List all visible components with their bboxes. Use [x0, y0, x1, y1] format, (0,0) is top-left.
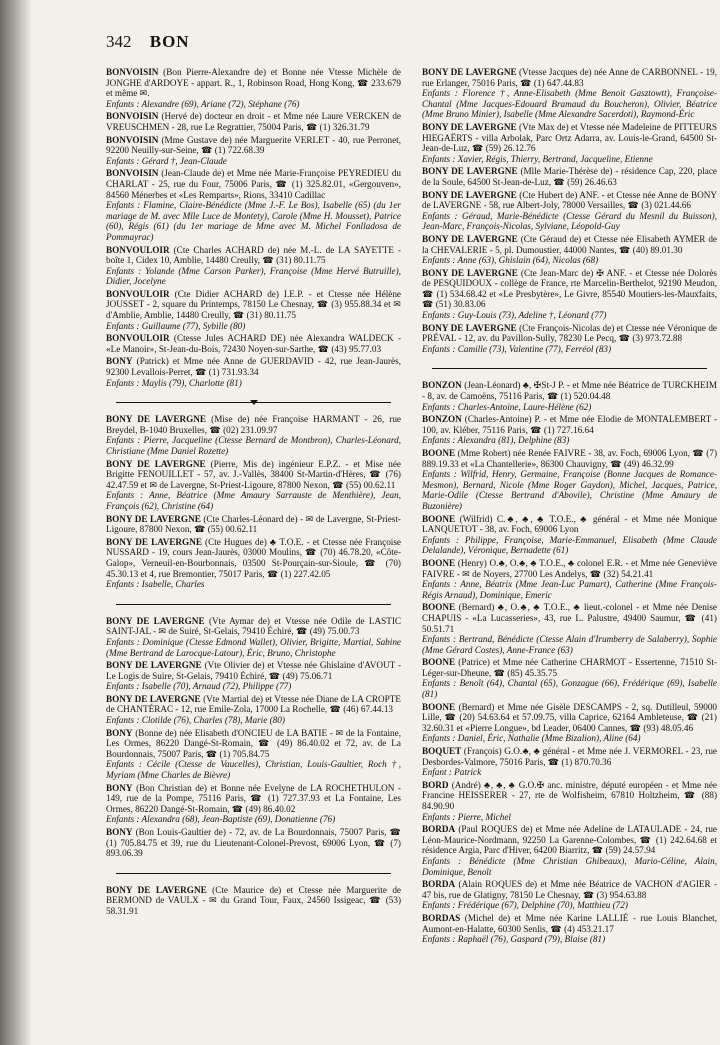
entry-children: Enfants : Daniel, Éric, Nathalie (Mme Bizalion), Aline (64) — [422, 733, 641, 744]
directory-entry — [106, 356, 401, 388]
entry-surname: BONVOULOIR — [106, 244, 170, 255]
entry-children: Enfants : Guillaume (77), Sybille (80) — [106, 320, 246, 331]
section-separator — [422, 356, 717, 380]
entry-surname: BONY DE LAVERGNE — [106, 660, 202, 671]
entry-details: (Jean-Léonard) ♣, ✠St-J P. - et Mme née Béatrice de TURCKHEIM - 8, av. de Camoëns, 75116 Paris, ☎ (1) 520.04.48 — [422, 380, 717, 402]
directory-entry — [422, 780, 717, 822]
entry-children: Enfants : Bertrand, Bénédicte (Ctesse Alain d'Irumberry de Salaberry), Sophie (Mme Gérard Costes), Anne-France (63) — [422, 634, 717, 655]
directory-entry — [422, 746, 717, 778]
directory-entry — [106, 537, 401, 590]
entry-surname: BONY DE LAVERGNE — [106, 615, 205, 626]
entry-surname: BONZON — [422, 380, 462, 391]
entry-surname: BONY DE LAVERGNE — [422, 189, 517, 200]
directory-entry — [422, 122, 717, 164]
directory-entry — [106, 660, 401, 692]
entry-surname: BORDA — [422, 824, 456, 835]
entry-details: (Vtesse Jacques de) née Anne de CARBONNEL - 19, rue Erlanger, 75016 Paris, ☎ (1) 647.44.83 — [422, 67, 717, 88]
entry-surname: BONY DE LAVERGNE — [422, 166, 518, 177]
entry-surname: BONY DE LAVERGNE — [106, 536, 202, 547]
entry-surname: BONY DE LAVERGNE — [106, 693, 201, 704]
entry-children: Enfants : Dominique (Ctesse Edmond Wallet), Olivier, Brigitte, Martial, Sabine (Mme Bertrand de Larocque-Latour), Éric, Bruno, Christophe — [106, 636, 401, 658]
separator-triangle-icon — [250, 400, 258, 405]
entry-children: Enfants : Wilfrid, Henry, Germaine, Françoise (Bonne Jacques de Romance-Mesmon), Bernard, Nicole (Mme Roger Gaydon), Michel, Jacques, Patrice, Marie-Odile (Ctesse Bertrand d'Abovile), Christine (Mme Amaury de Buzonière) — [422, 469, 717, 511]
directory-entry — [422, 190, 717, 232]
entry-children: Enfants : Camille (73), Valentine (77), Ferréol (83) — [422, 343, 612, 354]
entry-surname: BONY — [106, 356, 133, 367]
entry-details: (Pierre, Mis de) ingénieur E.P.Z. - et Mise née Brigitte FENOUILLET - 57, av. J.-Vallès, 38400 St-Martin-d'Hères, ☎ (76) 42.47.59 et ✉ de Lavergne, St-Priest-Ligoure, 87800 Nexon, ☎ (55) 00.62.11 — [106, 458, 401, 490]
separator-rule — [116, 873, 391, 874]
directory-entry — [106, 289, 401, 331]
entry-details: (Cte Jean-Marc de) ✠ ANF. - et Ctesse née Dolorès de PESQUIDOUX - collège de France, rte Marcelin-Berthelot, 92190 Meudon, ☎ (1) 534.68.42 et «Le Presbytère», Le Givre, 85540 Moutiers-les-Mauxfaits, ☎ (51) 30.83.06 — [422, 267, 717, 310]
section-separator — [106, 390, 401, 414]
entry-details: (Cte Géraud de) et Ctesse née Elisabeth AYMER de la CHEVALERIE - 5, pl. Dumoustier, 44000 Nantes, ☎ (40) 89.01.30 — [422, 233, 718, 255]
entry-surname: BOONE — [422, 602, 456, 613]
entry-children: Enfants : Isabelle, Charles — [106, 579, 205, 590]
entry-children: Enfants : Frédérique (67), Delphine (70), Matthieu (72) — [422, 900, 628, 911]
entry-details: (Vte Max de) et Vtesse née Madeleine de PITTEURS HIEGAËRTS - villa Arbolak, Parc Ortz Adarra, av. Louis-le-Grand, 64500 St-Jean-de-Luz, ☎ (59) 26.12.76 — [422, 121, 717, 154]
entry-details: (Patrice) et Mme née Catherine CHARMOT - Essertenne, 71510 St-Léger-sur-Dheune, ☎ (85) 45.35.75 — [422, 657, 717, 678]
entry-details: (Mme Robert) née Renée FAIVRE - 38, av. Foch, 69006 Lyon, ☎ (7) 889.19.33 et «La Chantellerie», 86300 Chauvigny, ☎ (49) 46.32.99 — [422, 448, 718, 469]
entry-surname: BORDA — [422, 879, 456, 890]
section-separator — [106, 861, 401, 885]
entry-details: (Cte Didier ACHARD de) I.E.P. - et Ctesse née Hélène JOUSSET - 2, square du Printemps, 78150 Le Chesnay, ☎ (3) 955.88.34 et ✉ d'Amblie, Amblie, 14480 Creully, ☎ (31) 80.11.75 — [106, 288, 402, 321]
directory-entry — [106, 885, 401, 917]
entry-children: Enfants : Anne (63), Ghislain (64), Nicolas (68) — [422, 255, 599, 266]
entry-details: (Hervé de) docteur en droit - et Mme née Laure VERCKEN de VREUSCHMEN - 28, rue Le Regrattier, 75004 Paris, ☎ (1) 326.31.79 — [106, 111, 402, 132]
separator-rule — [116, 604, 391, 605]
directory-entry — [106, 616, 401, 658]
entry-details: (Mme Gustave de) née Marguerite VERLET - 40, rue Perronet, 92200 Neuilly-sur-Seine, ☎ (1) 722.68.39 — [106, 134, 402, 156]
entry-details: (Mise de) née Françoise HARMANT - 26, rue Breydel, B-1040 Bruxelles, ☎ (02) 231.09.97 — [106, 414, 401, 435]
entry-children: Enfant : Patrick — [422, 767, 482, 778]
directory-entry — [106, 783, 401, 825]
directory-entry — [422, 879, 717, 911]
entry-children: Enfants : Gérard †, Jean-Claude — [106, 155, 227, 166]
entry-details: (Vte Martial de) et Vtesse née Diane de LA CROPTE de CHANTÉRAC - 12, rue Emile-Zola, 17000 La Rochelle, ☎ (46) 67.44.13 — [106, 693, 402, 715]
directory-entry — [422, 913, 717, 945]
directory-entry — [422, 558, 717, 600]
entry-details: (Vte Aymar de) et Vtesse née Odile de LASTIC SAINT-JAL - ✉ de Suiré, St-Gelais, 79410 Échiré, ☎ (49) 75.00.73 — [106, 615, 402, 637]
directory-entry — [422, 824, 717, 877]
entry-details: (Bonne de) née Elisabeth d'ONCIEU de LA BATIE - ✉ de la Fontaine, Les Ormes, 86220 Dangé-St-Romain, ☎ (49) 86.40.02 et 72, av. de La Bourdonnais, 75007 Paris, ☎ (1) 705.84.75 — [106, 727, 401, 759]
entry-surname: BONVOISIN — [106, 111, 159, 122]
entry-details: (Bernard) et Mme née Gisèle DESCAMPS - 2, sq. Dutilleul, 59000 Lille, ☎ (20) 54.63.64 et 57.09.75, villa Caprice, 62164 Ambleteuse, ☎ (21) 32.60.31 et «Pierre Longue», bd Leader, 06400 Cannes, ☎ (93) 48.05.46 — [422, 701, 718, 733]
entry-details: (Paul ROQUES de) et Mme née Adeline de LATAULADE - 24, rue Léon-Maurice-Nordmann, 92250 La Garenne-Colombes, ☎ (1) 242.64.68 et résidence Argia, Parc d'Hiver, 64200 Biarritz, ☎ (59) 24.57.94 — [422, 824, 718, 856]
entry-details: (Bernard) ♣, O.♣, ♣ T.O.E., ♣ lieut.-colonel - et Mme née Denise CHAPUIS - «La Lucasseries», 43, rue L. Palustre, 49400 Saumur, ☎ (41) 50.51.71 — [422, 602, 718, 634]
entry-children: Enfants : Maylis (79), Charlotte (81) — [106, 377, 242, 388]
entry-details: (Jean-Claude de) et Mme née Marie-Françoise PEYREDIEU du CHARLAT - 25, rue du Four, 75006 Paris, ☎ (1) 325.82.01, «Gergouven», 84560 Ménerbes et «Les Remparts», Rions, 33410 Cadillac — [106, 168, 402, 200]
entry-surname: BONZON — [422, 414, 462, 425]
directory-entry — [106, 414, 401, 456]
page-number: 342 — [106, 32, 132, 51]
entry-surname: BORD — [422, 779, 449, 790]
directory-entry — [422, 657, 717, 699]
entry-children: Enfants : Alexandre (69), Ariane (72), Stéphane (76) — [106, 98, 300, 109]
entry-children: Enfants : Florence †, Anne-Elisabeth (Mme Benoit Gasztowtt), Françoise-Chantal (Mme Jacques-Edouard Bramaud du Boucheron), Olivier, Béatrice (Mme Bruno Minier), Isabelle (Mme Alexandre Sacerdoti), Raymond-Éric — [422, 88, 717, 120]
directory-entry — [422, 234, 717, 266]
directory-entry — [106, 694, 401, 726]
entry-surname: BOONE — [422, 701, 456, 712]
entry-details: (Cte Charles-Léonard de) - ✉ de Lavergne, St-Priest-Ligoure, 87800 Nexon, ☎ (55) 00.62.11 — [106, 513, 401, 535]
entry-surname: BONY — [106, 827, 133, 837]
directory-entry — [106, 245, 401, 287]
directory-entry — [106, 168, 401, 242]
entry-surname: BOONE — [422, 513, 456, 524]
entry-surname: BONVOISIN — [106, 168, 159, 179]
directory-entry — [106, 111, 401, 132]
directory-entry — [106, 514, 401, 535]
entry-children: Enfants : Clotilde (76), Charles (78), Marie (80) — [106, 715, 285, 726]
entry-details: (Bon Pierre-Alexandre de) et Bonne née Vtesse Michèle de JONGHE d'ARDOYE - appart. R., 1, Robinson Road, Hong Kong, ☎ 233.679 et même ✉. — [106, 67, 401, 99]
entry-details: (Cte Hugues de) ♣ T.O.E. - et Ctesse née Françoise NUSSARD - 19, cours Jean-Jaurès, 03000 Moulins, ☎ (70) 46.78.20, «Côte-Galop», Verneuil-en-Bourbonnais, 03500 St-Pourçain-sur-Sioule, ☎ (70) 45.30.13 et 4, rue Bremontier, 75017 Paris, ☎ (1) 227.42.05 — [106, 536, 401, 579]
directory-entry — [422, 414, 717, 446]
page-header — [106, 32, 190, 52]
entry-details: (Mlle Marie-Thérèse de) - résidence Cap, 220, place de la Soule, 64500 St-Jean-de-Luz, ☎ (59) 26.46.63 — [422, 166, 718, 187]
entry-surname: BONVOISIN — [106, 67, 159, 77]
entry-children: Enfants : Anne, Béatrice (Mme Amaury Sarrauste de Menthière), Jean, François (62), Christine (64) — [106, 490, 401, 511]
entry-surname: BONY DE LAVERGNE — [106, 884, 207, 895]
entry-details: (Patrick) et Mme née Anne de GUERDAVID - 42, rue Jean-Jaurès, 92300 Levallois-Perret, ☎ (1) 731.93.34 — [106, 356, 401, 378]
directory-entry — [106, 135, 401, 167]
entry-children: Enfants : Anne, Béatrix (Mme Jean-Luc Pamart), Catherine (Mme François-Régis Arnaud), Dominique, Emeric — [422, 579, 717, 600]
directory-entry — [422, 380, 717, 412]
directory-entry — [422, 67, 717, 120]
entry-details: (François) G.O.♣, ♣ général - et Mme née J. VERMOREL - 23, rue Desbordes-Valmore, 75016 Paris, ☎ (1) 870.70.36 — [422, 746, 718, 767]
entry-surname: BONVOISIN — [106, 134, 159, 145]
entry-children: Enfants : Yolande (Mme Carson Parker), Françoise (Mme Hervé Butruille), Didier, Jocelyne — [106, 265, 401, 287]
entry-details: (Cte Maurice de) et Ctesse née Marguerite de BERMOND de VAULX - ✉ du Grand Tour, Faux, 24560 Issigeac, ☎ (53) 58.31.91 — [106, 884, 401, 916]
entry-children: Enfants : Isabelle (70), Arnaud (72), Philippe (77) — [106, 681, 292, 692]
entry-details: (Ctesse Jules ACHARD DE) née Alexandra WALDECK - «Le Manoir», St-Jean-du-Bois, 72430 Noyen-sur-Sarthe, ☎ (43) 95.77.03 — [106, 333, 402, 354]
separator-rule — [432, 368, 707, 369]
directory-entry — [106, 459, 401, 512]
entry-details: (Bon Louis-Gaultier de) - 72, av. de La Bourdonnais, 75007 Paris, ☎ (1) 705.84.75 et 39, rue du Lieutenant-Colonel-Prevost, 69006 Lyon, ☎ (7) 893.06.39 — [106, 827, 402, 859]
entry-surname: BONY DE LAVERGNE — [422, 233, 518, 244]
entry-surname: BONY DE LAVERGNE — [422, 121, 517, 132]
entry-surname: BONY DE LAVERGNE — [422, 322, 517, 333]
entry-children: Enfants : Alexandra (81), Delphine (83) — [422, 435, 570, 446]
entry-surname: BORDAS — [422, 912, 461, 923]
entry-surname: BOQUET — [422, 746, 462, 757]
entry-surname: BONVOULOIR — [106, 333, 170, 344]
directory-entry — [422, 166, 717, 187]
entry-surname: BONY DE LAVERGNE — [106, 458, 206, 469]
directory-entry — [106, 67, 401, 109]
directory-entry — [422, 702, 717, 744]
book-binding-shadow — [0, 0, 32, 1045]
entry-children: Enfants : Pierre, Michel — [422, 811, 511, 822]
directory-entry — [106, 728, 401, 781]
entry-children: Enfants : Benoît (64), Chantal (65), Gonzague (66), Frédérique (69), Isabelle (81) — [422, 678, 717, 700]
entry-details: (Cte Hubert de) ANF. - et Ctesse née Anne de BONY de LAVERGNE - 58, rue Albert-Joly, 78000 Versailles, ☎ (3) 021.44.66 — [422, 189, 717, 211]
entry-surname: BONVOULOIR — [106, 288, 170, 299]
directory-entry — [106, 827, 401, 859]
section-separator — [106, 592, 401, 616]
entry-details: (Michel de) et Mme née Karine LALLIÉ - rue Louis Blanchet, Aumont-en-Halatte, 60300 Senlis, ☎ (4) 453.21.17 — [422, 912, 717, 934]
directory-entry — [422, 448, 717, 512]
entry-surname: BONY DE LAVERGNE — [422, 267, 518, 278]
directory-entry — [422, 514, 717, 556]
entry-details: (Charles-Antoine) P. - et Mme née Elodie de MONTALEMBERT - 100, av. Kléber, 75116 Paris, ☎ (1) 727.16.64 — [422, 414, 717, 435]
entry-surname: BOONE — [422, 448, 456, 458]
entry-surname: BONY DE LAVERGNE — [106, 513, 201, 524]
entry-details: (Henry) O.♣, O.♣, ♣ T.O.E., ♣ colonel E.R. - et Mme née Geneviève FAIVRE - ✉ de Noyers, 27700 Les Andelys, ☎ (32) 54.21.41 — [422, 557, 717, 579]
entry-details: (André) ♣, ♣, ♣ G.O.✠ anc. ministre, député européen - et Mme née Francine HEISSERER - 27, rte de Wolfisheim, 67810 Holtzheim, ☎ (88) 84.90.90 — [422, 779, 717, 811]
entry-children: Enfants : Bénédicte (Mme Christian Ghibeaux), Mario-Céline, Alain, Dominique, Benoît — [422, 855, 717, 877]
directory-entry — [422, 602, 717, 655]
right-column — [422, 67, 717, 947]
entry-children: Enfants : Xavier, Régis, Thierry, Bertrand, Jacqueline, Etienne — [422, 153, 653, 164]
entry-children: Enfants : Pierre, Jacqueline (Ctesse Bernard de Montbron), Charles-Léonard, Christiane (Mme Daniel Rozette) — [106, 435, 401, 456]
entry-details: (Vte Olivier de) et Vtesse née Ghislaine d'AVOUT - Le Logis de Suire, St-Gelais, 79410 Échiré, ☎ (49) 75.06.71 — [106, 660, 402, 681]
entry-details: (Cte François-Nicolas de) et Ctesse née Véronique de PRÉVAL - 12, av. du Pavillon-Sully, 78230 Le Pecq, ☎ (3) 973.72.88 — [422, 322, 717, 344]
directory-entry — [106, 333, 401, 354]
entry-details: (Cte Charles ACHARD de) née M.-L. de LA SAYETTE - boîte 1, Cidex 10, Amblie, 14480 Creully, ☎ (31) 80.11.75 — [106, 244, 401, 266]
entry-surname: BONY — [106, 782, 133, 793]
entry-children: Enfants : Charles-Antoine, Laure-Hélène (62) — [422, 401, 592, 412]
entry-details: (Wilfrid) C.♣, ♣, ♣ T.O.E., ♣ général - et Mme née Monique LANQUETOT - 38, av. Foch, 69006 Lyon — [422, 513, 717, 535]
entry-surname: BOONE — [422, 657, 456, 668]
entry-children: Enfants : Raphaël (76), Gaspard (79), Blaise (81) — [422, 934, 606, 945]
running-heading: BON — [149, 32, 190, 51]
entry-surname: BOONE — [422, 557, 456, 568]
entry-children: Enfants : Alexandra (68), Jean-Baptiste (69), Donatienne (76) — [106, 814, 336, 825]
entry-surname: BONY DE LAVERGNE — [106, 414, 207, 425]
left-column — [106, 67, 401, 919]
entry-children: Enfants : Philippe, Françoise, Marie-Emmanuel, Elisabeth (Mme Claude Delalande), Véronique, Bernadette (61) — [422, 534, 717, 556]
entry-children: Enfants : Géraud, Marie-Bénédicte (Ctesse Gérard du Mesnil du Buisson), Jean-Marc, François-Nicolas, Sylviane, Léopold-Guy — [422, 210, 717, 232]
entry-details: (Alain ROQUES de) et Mme née Béatrice de VACHON d'AGIER - 47 bis, rue de Glatigny, 78150 Le Chesnay, ☎ (3) 954.63.88 — [422, 879, 718, 900]
directory-entry — [422, 268, 717, 321]
entry-children: Enfants : Cécile (Ctesse de Vaucelles), Christian, Louis-Gaultier, Roch †, Myriam (Mme Charles de Bièvre) — [106, 759, 401, 781]
entry-children: Enfants : Guy-Louis (73), Adeline †, Léonard (77) — [422, 310, 607, 321]
entry-surname: BONY DE LAVERGNE — [422, 67, 517, 77]
entry-surname: BONY — [106, 727, 133, 738]
entry-children: Enfants : Flamine, Claire-Bénédicte (Mme J.-F. Le Bos), Isabelle (65) (du 1er mariage de M. avec Mlle Luce de Montety), Carole (Mme H. Mousset), Patrice (60), Régis (61) (du 1er mariage de Mme avec M. Michel Fonlladosa de Pommayrac) — [106, 200, 401, 242]
entry-details: (Bon Christian de) et Bonne née Evelyne de LA ROCHETHULON - 149, rue de la Pompe, 75116 Paris, ☎ (1) 727.37.93 et La Fontaine, Les Ormes, 86220 Dangé-St-Romain, ☎ (49) 86.40.02 — [106, 782, 401, 814]
directory-entry — [422, 323, 717, 355]
